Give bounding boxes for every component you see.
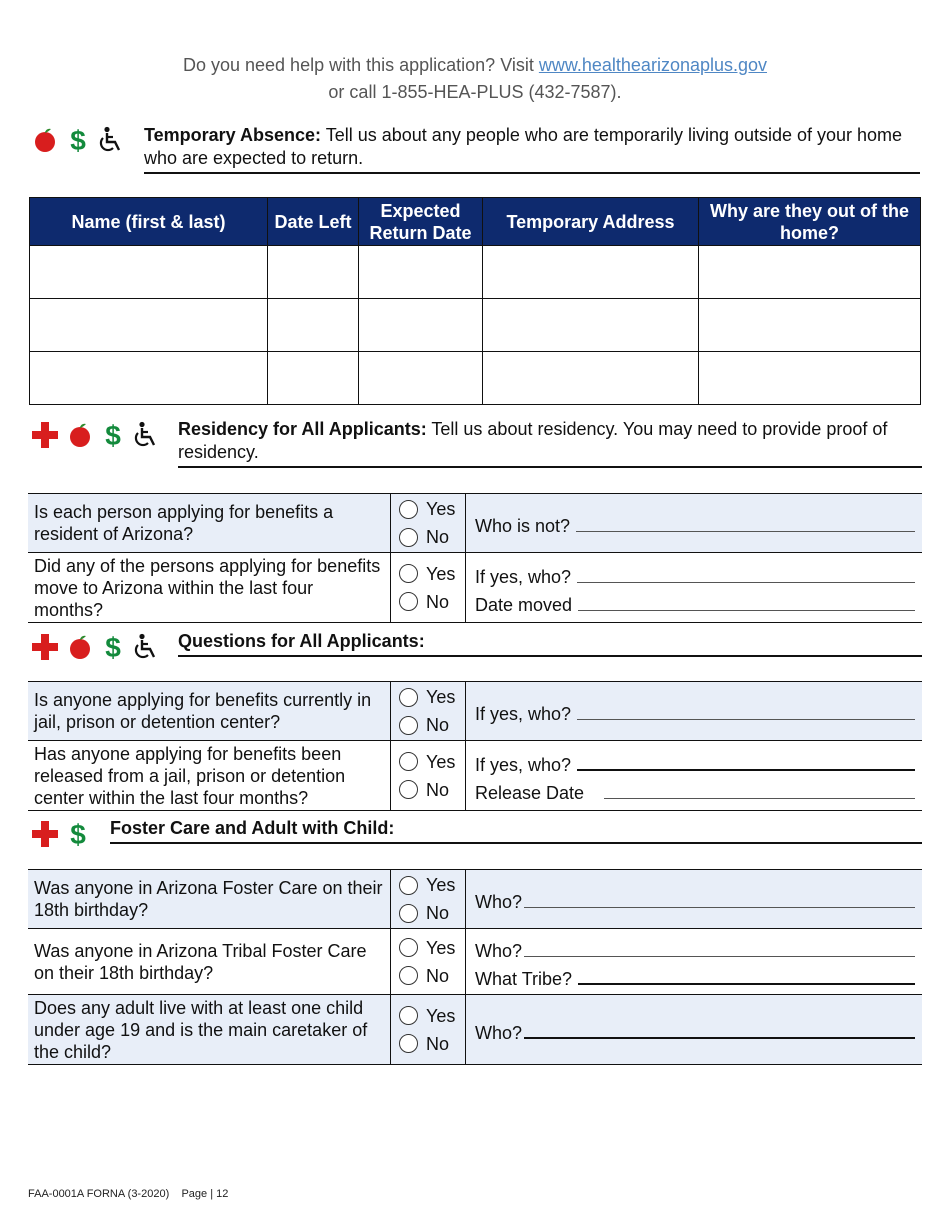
cell-input[interactable]: [359, 299, 483, 352]
program-icons: [32, 820, 98, 848]
question-text: Does any adult live with at least one child under age 19 and is the main caretaker of the child?: [28, 995, 391, 1065]
field-label: What Tribe?: [475, 968, 573, 989]
no-radio[interactable]: [399, 716, 418, 735]
yes-radio[interactable]: [399, 938, 418, 957]
yes-label: Yes: [426, 499, 456, 519]
text-line-field[interactable]: [524, 907, 915, 908]
cell-input[interactable]: [699, 352, 921, 405]
foster-table: [28, 869, 922, 1065]
no-label: No: [426, 1033, 450, 1054]
text-line-field[interactable]: [577, 769, 915, 771]
text-line-field[interactable]: [604, 798, 915, 799]
yes-label: Yes: [426, 687, 456, 707]
yes-radio[interactable]: [399, 564, 418, 583]
table-row: [28, 870, 922, 929]
svg-text:$: $: [105, 421, 121, 449]
cell-input[interactable]: [483, 246, 699, 299]
table-row: [28, 741, 922, 811]
cell-input[interactable]: [483, 352, 699, 405]
cell-input[interactable]: [30, 299, 268, 352]
questions-heading: Questions for All Applicants:: [178, 630, 922, 657]
text-line-field[interactable]: [524, 1037, 915, 1039]
medical-cross-icon: [32, 422, 58, 448]
cell-input[interactable]: [359, 246, 483, 299]
yes-label: Yes: [426, 1005, 456, 1026]
cell-input[interactable]: [699, 246, 921, 299]
question-text: Was anyone in Arizona Tribal Foster Care on their 18th birthday?: [28, 929, 391, 995]
help-prefix: Do you need help with this application? Visit: [182, 55, 539, 75]
wheelchair-icon: [133, 421, 159, 449]
yes-radio[interactable]: [399, 752, 418, 771]
no-radio[interactable]: [399, 780, 418, 799]
no-radio[interactable]: [399, 528, 418, 547]
temporary-absence-table: [29, 197, 921, 405]
text-line-field[interactable]: [577, 719, 915, 720]
question-text: Is each person applying for benefits a resident of Arizona?: [28, 494, 391, 553]
field-label: Release Date: [475, 782, 585, 803]
program-icons: [32, 633, 168, 661]
table-row: [28, 682, 922, 741]
no-radio[interactable]: [399, 1034, 418, 1053]
field-label: Who is not?: [475, 516, 571, 536]
no-label: No: [426, 779, 450, 800]
help-text: [0, 52, 950, 106]
no-radio[interactable]: [399, 592, 418, 611]
field-label: Who?: [475, 1022, 523, 1043]
apple-icon: [32, 127, 58, 153]
yes-label: Yes: [426, 563, 456, 584]
temporary-absence-heading: Temporary Absence: Tell us about any people who are temporarily living outside of your home who are expected to return.: [144, 124, 920, 174]
col-why-out: Why are they out of the home?: [699, 198, 921, 246]
cell-input[interactable]: [699, 299, 921, 352]
table-row: [30, 352, 921, 405]
table-row: [28, 494, 922, 553]
yes-label: Yes: [426, 937, 456, 958]
table-row: [28, 929, 922, 995]
dollar-icon: [102, 633, 124, 661]
no-label: No: [426, 965, 450, 986]
cell-input[interactable]: [359, 352, 483, 405]
question-text: Was anyone in Arizona Foster Care on their 18th birthday?: [28, 870, 391, 929]
yes-radio[interactable]: [399, 876, 418, 895]
no-label: No: [426, 715, 450, 735]
table-row: [30, 299, 921, 352]
questions-table: [28, 681, 922, 811]
text-line-field[interactable]: [576, 531, 915, 532]
yes-label: Yes: [426, 875, 456, 895]
apple-icon: [67, 422, 93, 448]
cell-input[interactable]: [483, 299, 699, 352]
wheelchair-icon: [133, 633, 159, 661]
svg-text:$: $: [105, 633, 121, 661]
yes-radio[interactable]: [399, 688, 418, 707]
question-text: Did any of the persons applying for benefits move to Arizona within the last four months?: [28, 553, 391, 623]
field-label: Who?: [475, 940, 523, 961]
no-radio[interactable]: [399, 966, 418, 985]
wheelchair-icon: [98, 126, 124, 154]
text-line-field[interactable]: [524, 956, 915, 957]
yes-radio[interactable]: [399, 500, 418, 519]
no-radio[interactable]: [399, 904, 418, 923]
yes-label: Yes: [426, 751, 456, 772]
dollar-icon: [67, 126, 89, 154]
svg-text:$: $: [70, 820, 86, 848]
col-expected-return: Expected Return Date: [359, 198, 483, 246]
svg-text:$: $: [70, 126, 86, 154]
residency-table: [28, 493, 922, 623]
cell-input[interactable]: [30, 246, 268, 299]
help-link[interactable]: www.healthearizonaplus.gov: [538, 55, 768, 75]
cell-input[interactable]: [268, 246, 359, 299]
question-text: Is anyone applying for benefits currently in jail, prison or detention center?: [28, 682, 391, 741]
text-line-field[interactable]: [577, 582, 915, 583]
field-label: Date moved: [475, 594, 573, 615]
dollar-icon: [67, 820, 89, 848]
no-label: No: [426, 591, 450, 612]
field-label: If yes, who?: [475, 704, 572, 724]
help-phone: or call 1-855-HEA-PLUS (432-7587).: [328, 82, 622, 102]
medical-cross-icon: [32, 821, 58, 847]
field-label: If yes, who?: [475, 754, 572, 775]
program-icons: [32, 421, 168, 449]
no-label: No: [426, 527, 450, 547]
yes-radio[interactable]: [399, 1006, 418, 1025]
program-icons: [32, 126, 133, 154]
page-footer: FAA-0001A FORNA (3-2020) Page | 12: [28, 1188, 229, 1200]
text-line-field[interactable]: [578, 610, 915, 611]
table-row: [30, 246, 921, 299]
col-name: Name (first & last): [30, 198, 268, 246]
table-row: [28, 553, 922, 623]
medical-cross-icon: [32, 634, 58, 660]
table-row: [28, 995, 922, 1065]
field-label: If yes, who?: [475, 566, 572, 587]
text-line-field[interactable]: [578, 983, 915, 985]
cell-input[interactable]: [268, 299, 359, 352]
apple-icon: [67, 634, 93, 660]
cell-input[interactable]: [30, 352, 268, 405]
dollar-icon: [102, 421, 124, 449]
residency-heading: Residency for All Applicants: Tell us about residency. You may need to provide proof of residency.: [178, 418, 922, 468]
field-label: Who?: [475, 892, 523, 912]
question-text: Has anyone applying for benefits been released from a jail, prison or detention center within the last four months?: [28, 741, 391, 811]
no-label: No: [426, 903, 450, 923]
cell-input[interactable]: [268, 352, 359, 405]
foster-heading: Foster Care and Adult with Child:: [110, 817, 922, 844]
col-date-left: Date Left: [268, 198, 359, 246]
col-temporary-address: Temporary Address: [483, 198, 699, 246]
